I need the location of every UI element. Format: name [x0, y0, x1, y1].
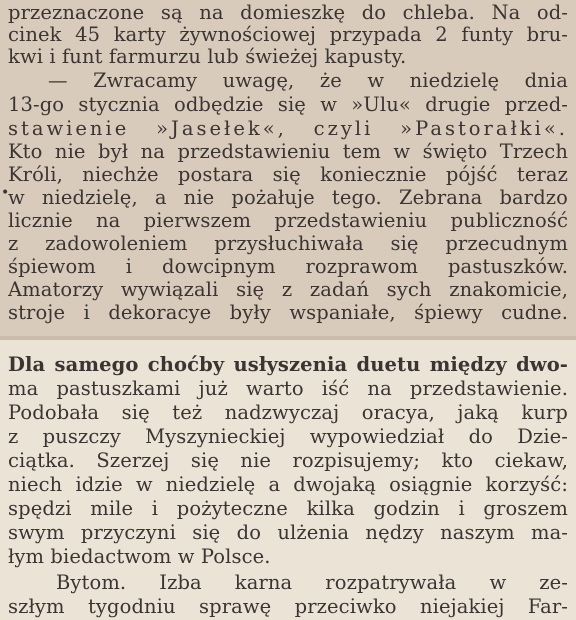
text-line: Amatorzy wywiązali się z zadań sych znakomicie, — [8, 279, 568, 301]
text-line: Dla samego choćby usłyszenia duetu między dwo- — [8, 354, 568, 376]
text-line: łym biedactwom w Polsce. — [8, 546, 271, 568]
text-line: stawienie »Jasełek«, czyli »Pastorałki«. — [8, 118, 568, 140]
text-line: cinek 45 karty żywnościowej przypada 2 funty bru- — [8, 24, 568, 46]
text-line: niech idzie w niedzielę a dwojaką osiągnie korzyść: — [8, 474, 568, 496]
text-line: Bytom. Izba karna rozpatrywała w ze- — [56, 572, 568, 594]
text-line: Kto nie był na przedstawieniu tem w święto Trzech — [8, 141, 568, 163]
text-line: w niedzielę, a nie pożałuje tego. Zebrana bardzo — [8, 187, 568, 209]
text-line: śpiewom i dowcipnym rozprawom pastuszków. — [8, 256, 568, 278]
text-line: z zadowoleniem przysłuchiwała się przecudnym — [8, 233, 568, 255]
text-line: szłym tygodniu sprawę przeciwko niejakiej Far- — [8, 596, 568, 618]
text-line: 13-go stycznia odbędzie się w »Ulu« drugie przed- — [8, 94, 568, 116]
text-line: ma pastuszkami już warto iść na przedstawienie. — [8, 378, 568, 400]
text-line: Podobała się też nadzwyczaj oracya, jaką kurp — [8, 402, 568, 424]
text-line: ciątka. Szerzej się nie rozpisujemy; kto ciekaw, — [8, 450, 568, 472]
text-line: z puszczy Myszynieckiej wypowiedział do Dzie- — [8, 426, 568, 448]
text-line: spędzi mile i pożyteczne kilka godzin i groszem — [8, 498, 568, 520]
text-line: — Zwracamy uwagę, że w niedzielę dnia — [48, 70, 568, 92]
text-line: kwi i funt farmurzu lub świeżej kapusty. — [8, 46, 407, 68]
text-line: przeznaczone są na domieszkę do chleba. Na od- — [8, 2, 568, 24]
text-line: licznie na pierwszem przedstawieniu publiczność — [8, 210, 568, 232]
text-line: swym przyczyni się do ulżenia nędzy naszym ma- — [8, 522, 568, 544]
margin-mark: • — [1, 185, 10, 201]
article-clipping-bottom — [0, 340, 576, 620]
text-line: Króli, niechże postara się koniecznie pójść teraz — [8, 164, 568, 186]
text-line: stroje i dekoracye były wspaniałe, śpiewy cudne. — [8, 302, 568, 324]
